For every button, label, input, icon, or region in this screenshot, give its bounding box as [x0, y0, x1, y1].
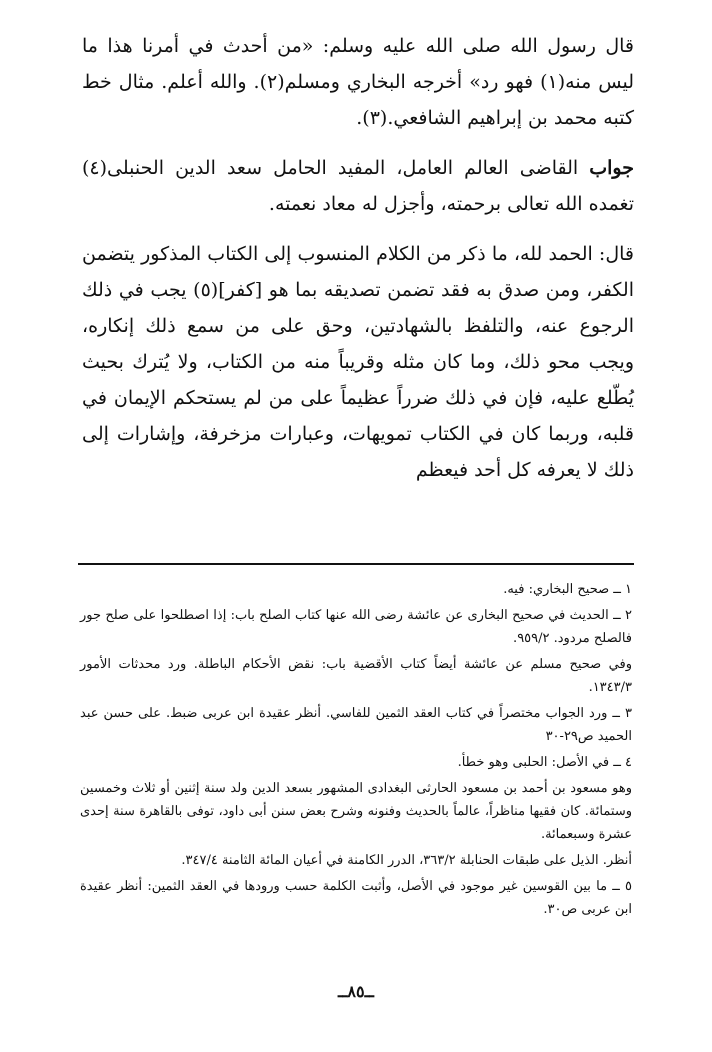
footnote-2-continued: وفي صحيح مسلم عن عائشة أيضاً كتاب الأقضية باب: نقض الأحكام الباطلة. ورد محدثات الأمور ١٣٤٣/٣. [80, 657, 632, 695]
main-text [82, 28, 634, 488]
paragraph-text: قال رسول الله صلى الله عليه وسلم: «من أحدث في أمرنا هذا ما ليس منه(١) فهو رد» أخرجه البخاري ومسلم(٢). والله أعلم. مثال خط كتبه محمد بن إبراهيم الشافعي.(٣). [82, 35, 634, 129]
footnote-4-biography: وهو مسعود بن أحمد بن مسعود الحارثى البغدادى المشهور بسعد الدين ولد سنة إثنين أو ثلاث وخمسين وستمائة. كان فقيها مناظراً، عالماً بالحديث وفنونه وشرح بعض سنن أبى داود، توفى بالقاهرة سنة إحدى عشرة وسبعمائة. [80, 781, 632, 842]
footnote-2: ٢ ــ الحديث في صحيح البخارى عن عائشة رضى الله عنها كتاب الصلح باب: إذا اصطلحوا على صلح جور فالصلح مردود. ٩٥٩/٢. [80, 608, 632, 646]
paragraph-text: قال: الحمد لله، ما ذكر من الكلام المنسوب إلى الكتاب المذكور يتضمن الكفر، ومن صدق به فقد تضمن تصديقه بما هو [كفر](٥) يجب في ذلك الرجوع عنه، والتلفظ بالشهادتين، وحق على من سمع ذلك إنكاره، ويجب محو ذلك، وما كان مثله وقريباً منه من الكتاب، ولا يُترك بحيث يُطّلع عليه، فإن في ذلك ضرراً عظيماً على من لم يستحكم الإيمان في قلبه، وربما كان في الكتاب تمويهات، وعبارات مزخرفة، وإشارات إلى ذلك لا يعرفه كل أحد فيعظم [82, 243, 634, 481]
footnotes [80, 578, 632, 921]
paragraph-text: القاضى العالم العامل، المفيد الحامل سعد الدين الحنبلى(٤) تغمده الله تعالى برحمته، وأجزل له معاد نعمته. [82, 157, 634, 215]
paragraph-hadith [82, 28, 634, 136]
footnote-1: ١ ــ صحيح البخاري: فيه. [503, 582, 632, 597]
footnote-3: ٣ ــ ورد الجواب مختصراً في كتاب العقد الثمين للفاسي. أنظر عقيدة ابن عربى ضبط. على حسن عبد الحميد ص٢٩-٣٠ [80, 706, 632, 744]
paragraph-answer-body [82, 236, 634, 488]
footnote-4: ٤ ــ في الأصل: الحلبى وهو خطأ. [457, 755, 632, 770]
page-number: ــ٨٥ــ [338, 982, 374, 1001]
footnote-4-references: أنظر. الذيل على طبقات الحنابلة ٣٦٣/٢، الدرر الكامنة في أعيان المائة الثامنة ٣٤٧/٤. [181, 853, 632, 868]
paragraph-answer-heading [82, 150, 634, 222]
footnote-5: ٥ ــ ما بين القوسين غير موجود في الأصل، وأثبت الكلمة حسب ورودها في العقد الثمين: أنظر عقيدة ابن عربى ص٣٠. [80, 879, 632, 917]
answer-lead-word: جواب [589, 157, 634, 179]
footnote-separator [78, 563, 634, 565]
